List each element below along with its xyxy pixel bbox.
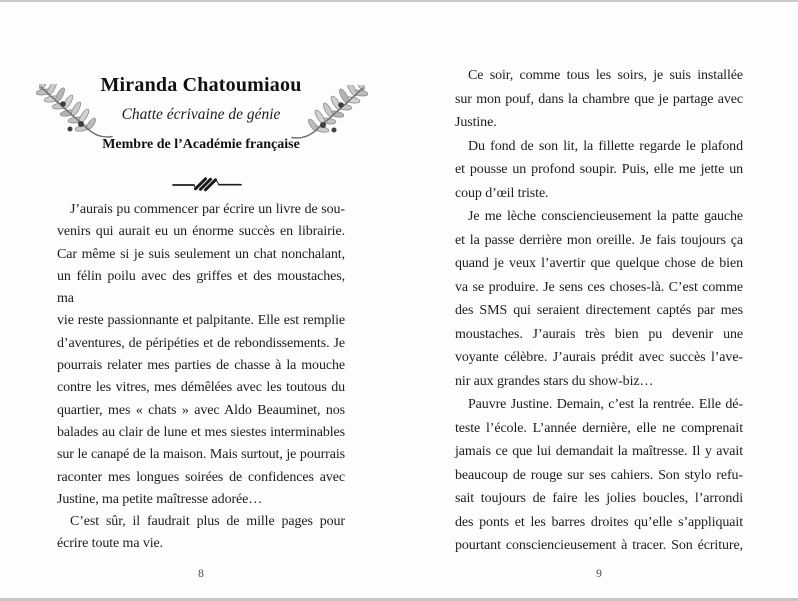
author-role: Chatte écrivaine de génie <box>121 106 281 123</box>
left-page-body <box>57 199 345 556</box>
rope-twist-divider-icon <box>172 176 242 193</box>
right-page-body <box>455 64 743 558</box>
body-line: venirs qui aurait eu un énorme succès en librairie. <box>57 224 345 240</box>
body-line: Pauvre Justine. Demain, c’est la rentrée. Elle dé- <box>468 397 743 412</box>
page-number-left: 8 <box>198 568 204 580</box>
body-line: Je me lèche consciencieusement la patte gauche <box>468 209 743 224</box>
body-line: coup d’œil triste. <box>455 185 549 201</box>
body-line: quand je veux l’avertir que quelque chose de bien <box>455 256 743 271</box>
body-line: teste l’école. L’année dernière, elle ne comprenait <box>455 420 743 436</box>
paragraph <box>57 199 345 511</box>
body-line: C’est sûr, il faudrait plus de mille pages pour <box>70 514 345 530</box>
body-line: sur mon pouf, dans la chambre que je partage avec <box>455 91 743 107</box>
body-line: d’aventures, de péripéties et de rebondissements. Je <box>57 335 345 351</box>
body-line: un félin poilu avec des griffes et des moustaches, ma <box>57 268 345 307</box>
body-line: va se produire. Je sens ces choses-là. C’est comme <box>455 279 743 295</box>
author-affiliation: Membre de l’Académie française <box>102 137 300 152</box>
body-line: voyante célèbre. J’aurais prédit avec succès l’ave- <box>455 350 743 365</box>
paragraph <box>455 64 743 135</box>
page-number-right: 9 <box>596 568 602 580</box>
body-line: écrire toute ma vie. <box>57 536 164 552</box>
body-line: sur le canapé de la maison. Mais surtout, je pourrais <box>57 447 345 463</box>
body-line: et la passe derrière mon oreille. Je fais toujours ça <box>455 232 743 248</box>
body-line: Ce soir, comme tous les soirs, je suis installée <box>468 68 743 83</box>
paragraph <box>455 393 743 558</box>
body-line: Car même si je suis seulement un chat nonchalant, <box>57 246 345 262</box>
page-right <box>399 0 798 601</box>
body-line: jamais ce que lui demandait la maîtresse. Il y avait <box>455 444 743 459</box>
body-line: beaucoup de rouge sur ses cahiers. Son stylo refu- <box>455 467 743 483</box>
body-line: et pousse un profond soupir. Puis, elle me jette un <box>455 162 743 177</box>
body-line: sait toujours de faire les jolies boucles, l’arrondi <box>455 491 743 506</box>
body-line: contre les vitres, mes démêlées avec les toutous du <box>57 380 345 396</box>
body-line: nir aux grandes stars du show-biz… <box>455 373 654 389</box>
body-line: moustaches. J’aurais très bien pu devenir une <box>455 326 743 342</box>
paragraph <box>455 135 743 206</box>
body-line: pourrais relater mes parties de chasse à la mouche <box>57 358 345 374</box>
body-line: quartier, mes « chats » avec Aldo Beauminet, nos <box>57 402 345 418</box>
paragraph <box>455 205 743 393</box>
body-line: Du fond de son lit, la fillette regarde le plafond <box>468 138 743 154</box>
paragraph <box>57 511 345 556</box>
body-line: des ponts et les barres droites qu’elle s’appliquait <box>455 514 743 530</box>
body-line: des SMS qui seraient directement captés par mes <box>455 303 743 318</box>
body-line: pourtant consciencieusement à tracer. Son écriture, <box>455 538 743 553</box>
author-name: Miranda Chatoumiaou <box>100 74 302 96</box>
body-line: Justine, ma petite maîtresse adorée… <box>57 491 263 507</box>
body-line: Justine. <box>455 115 497 130</box>
body-line: J’aurais pu commencer par écrire un livre de sou- <box>70 202 345 217</box>
body-line: raconter mes longues soirées de confidences avec <box>57 469 345 485</box>
body-line: balades au clair de lune et mes siestes interminables <box>57 424 345 440</box>
body-line: vie reste passionnante et palpitante. Elle est remplie <box>57 313 345 329</box>
